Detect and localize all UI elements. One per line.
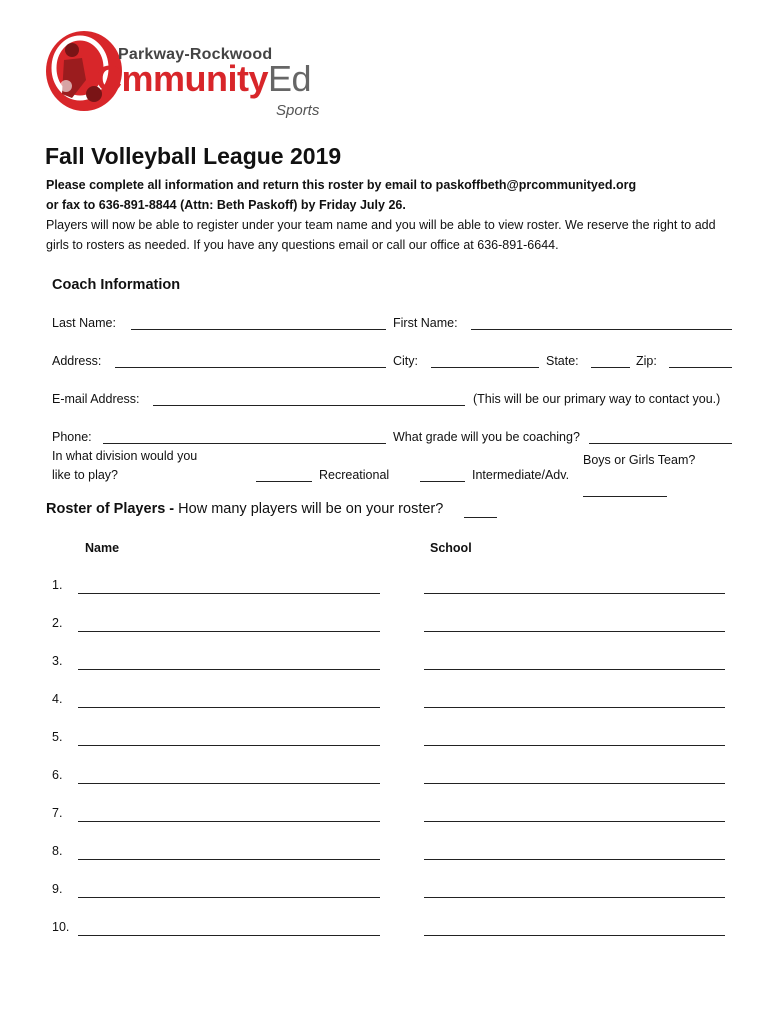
address-field[interactable] <box>115 367 386 368</box>
roster-row-number: 4. <box>52 692 63 706</box>
roster-row-number: 6. <box>52 768 63 782</box>
intermediate-label: Intermediate/Adv. <box>472 468 570 482</box>
roster-row-number: 9. <box>52 882 63 896</box>
state-field[interactable] <box>591 367 630 368</box>
coach-section-heading: Coach Information <box>52 277 181 293</box>
player-name-field[interactable] <box>78 935 380 936</box>
player-name-field[interactable] <box>78 821 380 822</box>
player-school-field[interactable] <box>424 707 725 708</box>
player-school-field[interactable] <box>424 859 725 860</box>
player-name-field[interactable] <box>78 859 380 860</box>
roster-row-number: 3. <box>52 654 63 668</box>
roster-heading-bold: Roster of Players - <box>46 501 175 517</box>
player-school-field[interactable] <box>424 631 725 632</box>
city-label: City: <box>393 354 418 368</box>
zip-label: Zip: <box>636 354 657 368</box>
page-title: Fall Volleyball League 2019 <box>45 143 342 169</box>
recreational-label: Recreational <box>319 468 390 482</box>
player-school-field[interactable] <box>424 821 725 822</box>
name-column-header: Name <box>85 541 120 555</box>
email-label: E-mail Address: <box>52 392 140 406</box>
player-school-field[interactable] <box>424 593 725 594</box>
state-label: State: <box>546 354 579 368</box>
player-school-field[interactable] <box>424 935 725 936</box>
phone-label: Phone: <box>52 430 92 444</box>
player-name-field[interactable] <box>78 669 380 670</box>
intermediate-field[interactable] <box>420 481 465 482</box>
email-note: (This will be our primary way to contact you.) <box>473 392 721 406</box>
roster-row-number: 8. <box>52 844 63 858</box>
player-school-field[interactable] <box>424 783 725 784</box>
boys-girls-field[interactable] <box>583 496 667 497</box>
zip-field[interactable] <box>669 367 732 368</box>
email-field[interactable] <box>153 405 465 406</box>
last-name-field[interactable] <box>131 329 386 330</box>
logo-mmunity: mmunity <box>121 58 269 99</box>
city-field[interactable] <box>431 367 539 368</box>
roster-row-number: 1. <box>52 578 63 592</box>
last-name-label: Last Name: <box>52 316 116 330</box>
roster-row-number: 2. <box>52 616 63 630</box>
player-name-field[interactable] <box>78 783 380 784</box>
logo-main-text <box>96 58 311 100</box>
first-name-field[interactable] <box>471 329 732 330</box>
roster-heading-question: How many players will be on your roster? <box>174 501 444 517</box>
school-column-header: School <box>430 541 472 555</box>
roster-row-number: 10. <box>52 920 70 934</box>
logo-top-text: Parkway-Rockwood <box>118 46 273 63</box>
roster-count-field[interactable] <box>464 517 497 518</box>
player-name-field[interactable] <box>78 593 380 594</box>
logo-c: C <box>96 58 122 99</box>
first-name-label: First Name: <box>393 316 458 330</box>
instructions-line1: Please complete all information and return this roster by email to paskoffbeth@prcommunityed.org <box>46 178 637 192</box>
roster-heading <box>46 501 443 517</box>
instructions-line3: Players will now be able to register under your team name and you will be able to view roster. We reserve the right to add <box>46 218 716 232</box>
player-name-field[interactable] <box>78 707 380 708</box>
instructions-line4: girls to rosters as needed. If you have any questions email or call our office at 636-891-6644. <box>46 238 559 252</box>
player-name-field[interactable] <box>78 897 380 898</box>
recreational-field[interactable] <box>256 481 312 482</box>
roster-row-number: 7. <box>52 806 63 820</box>
player-school-field[interactable] <box>424 897 725 898</box>
player-name-field[interactable] <box>78 631 380 632</box>
grade-label: What grade will you be coaching? <box>393 430 580 444</box>
instructions <box>46 175 746 255</box>
logo-ed: Ed <box>268 58 312 99</box>
instructions-line2: or fax to 636-891-8844 (Attn: Beth Paskoff) by Friday July 26. <box>46 198 406 212</box>
division-question-line2: like to play? <box>52 468 119 482</box>
roster-row-number: 5. <box>52 730 63 744</box>
grade-field[interactable] <box>589 443 732 444</box>
logo-sub-text: Sports <box>276 102 320 119</box>
player-school-field[interactable] <box>424 745 725 746</box>
boys-girls-label: Boys or Girls Team? <box>583 453 696 467</box>
player-name-field[interactable] <box>78 745 380 746</box>
player-school-field[interactable] <box>424 669 725 670</box>
division-question-line1: In what division would you <box>52 449 198 463</box>
address-label: Address: <box>52 354 102 368</box>
phone-field[interactable] <box>103 443 386 444</box>
